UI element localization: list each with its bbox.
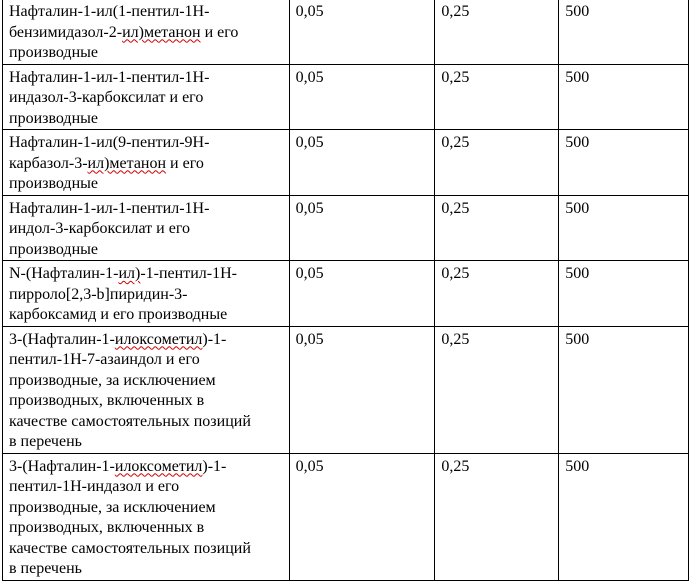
text-run: Нафталин-1-ил-1-пентил-1Н- индазол-3-карбоксилат и его производные [9, 68, 210, 127]
text-run: Нафталин-1-ил(9-пентил-9Н- карбазол-3- [9, 134, 210, 172]
text-run: 3-(Нафталин-1- [9, 330, 115, 348]
value-cell-col2 [289, 453, 435, 580]
text-run: и его производные [9, 154, 204, 192]
text-run: )-1- пентил-1Н-индазол и его производные, за исключением производных, включенных в качестве самостоятельных позиций в перечень [9, 457, 251, 577]
value-cell-col4 [559, 453, 689, 580]
value-text: 500 [565, 199, 590, 217]
spellcheck-underlined-text: илоксометил [114, 457, 203, 475]
value-cell-col4 [559, 195, 689, 261]
value-text: 0,05 [295, 330, 324, 348]
value-text: 0,25 [441, 134, 470, 151]
value-text: 500 [565, 3, 590, 20]
table-row [3, 130, 689, 196]
text-run: -1-пентил-1Н- пирроло[2,3-b]пиридин-3- карбоксамид и его производные [9, 265, 237, 323]
value-cell-col3 [435, 261, 559, 327]
table-row [3, 261, 689, 327]
value-text: 500 [565, 265, 590, 282]
value-text: 0,25 [441, 457, 470, 475]
value-cell-col2 [289, 195, 435, 261]
value-cell-col4 [559, 130, 689, 196]
value-cell-col4 [559, 326, 689, 453]
value-text: 0,05 [295, 457, 324, 475]
value-text: 500 [565, 134, 590, 151]
substance-name [9, 200, 209, 258]
value-text: 500 [565, 330, 590, 348]
substance-name [9, 458, 251, 578]
table-row [3, 453, 689, 580]
spellcheck-underlined-text: ил)метанон [87, 154, 167, 172]
substance-name [9, 3, 238, 61]
value-cell-col3 [435, 0, 559, 64]
value-cell-col2 [289, 130, 435, 196]
text-run: N-(Нафталин-1- [9, 265, 119, 282]
value-text: 0,05 [295, 265, 324, 282]
substance-name-cell [3, 64, 290, 130]
value-cell-col3 [435, 195, 559, 261]
value-text: 0,05 [295, 3, 324, 20]
substance-name-cell [3, 453, 290, 580]
spellcheck-underlined-text: ил) [118, 265, 141, 282]
value-text: 0,05 [295, 68, 324, 86]
value-cell-col3 [435, 130, 559, 196]
spellcheck-underlined-text: илоксометил [114, 330, 203, 348]
substance-name [9, 331, 251, 451]
substance-table [2, 0, 689, 581]
value-cell-col2 [289, 326, 435, 453]
value-cell-col2 [289, 64, 435, 130]
text-run: и его производные [9, 23, 239, 61]
table-row [3, 0, 689, 64]
text-run: 3-(Нафталин-1- [9, 457, 115, 475]
value-cell-col2 [289, 0, 435, 64]
table-row [3, 326, 689, 453]
value-cell-col3 [435, 326, 559, 453]
value-text: 0,25 [441, 265, 470, 282]
text-run: )-1- пентил-1Н-7-азаиндол и его производные, за исключением производных, включенных в качестве самостоятельных позиций в перечень [9, 330, 251, 450]
value-cell-col3 [435, 64, 559, 130]
value-text: 0,05 [295, 199, 324, 217]
spellcheck-underlined-text: ил)метанон [122, 23, 201, 41]
table-body [3, 0, 689, 580]
substance-name-cell [3, 261, 290, 327]
value-cell-col3 [435, 453, 559, 580]
value-text: 500 [565, 68, 590, 86]
value-cell-col4 [559, 64, 689, 130]
value-cell-col4 [559, 261, 689, 327]
substance-name [9, 134, 209, 192]
value-cell-col2 [289, 261, 435, 327]
value-text: 0,25 [441, 199, 470, 217]
value-text: 0,25 [441, 68, 470, 86]
value-text: 0,25 [441, 330, 470, 348]
table-row [3, 64, 689, 130]
value-text: 0,05 [295, 134, 324, 151]
substance-name-cell [3, 326, 290, 453]
substance-name-cell [3, 0, 290, 64]
substance-name-cell [3, 195, 290, 261]
text-run: Нафталин-1-ил-1-пентил-1Н- индол-3-карбоксилат и его производные [9, 199, 210, 258]
substance-name-cell [3, 130, 290, 196]
text-run: Нафталин-1-ил(1-пентил-1Н- бензимидазол-2- [9, 3, 210, 41]
value-cell-col4 [559, 0, 689, 64]
table-row [3, 195, 689, 261]
substance-name [9, 265, 237, 323]
value-text: 0,25 [441, 3, 470, 20]
value-text: 500 [565, 457, 590, 475]
substance-name [9, 69, 209, 127]
